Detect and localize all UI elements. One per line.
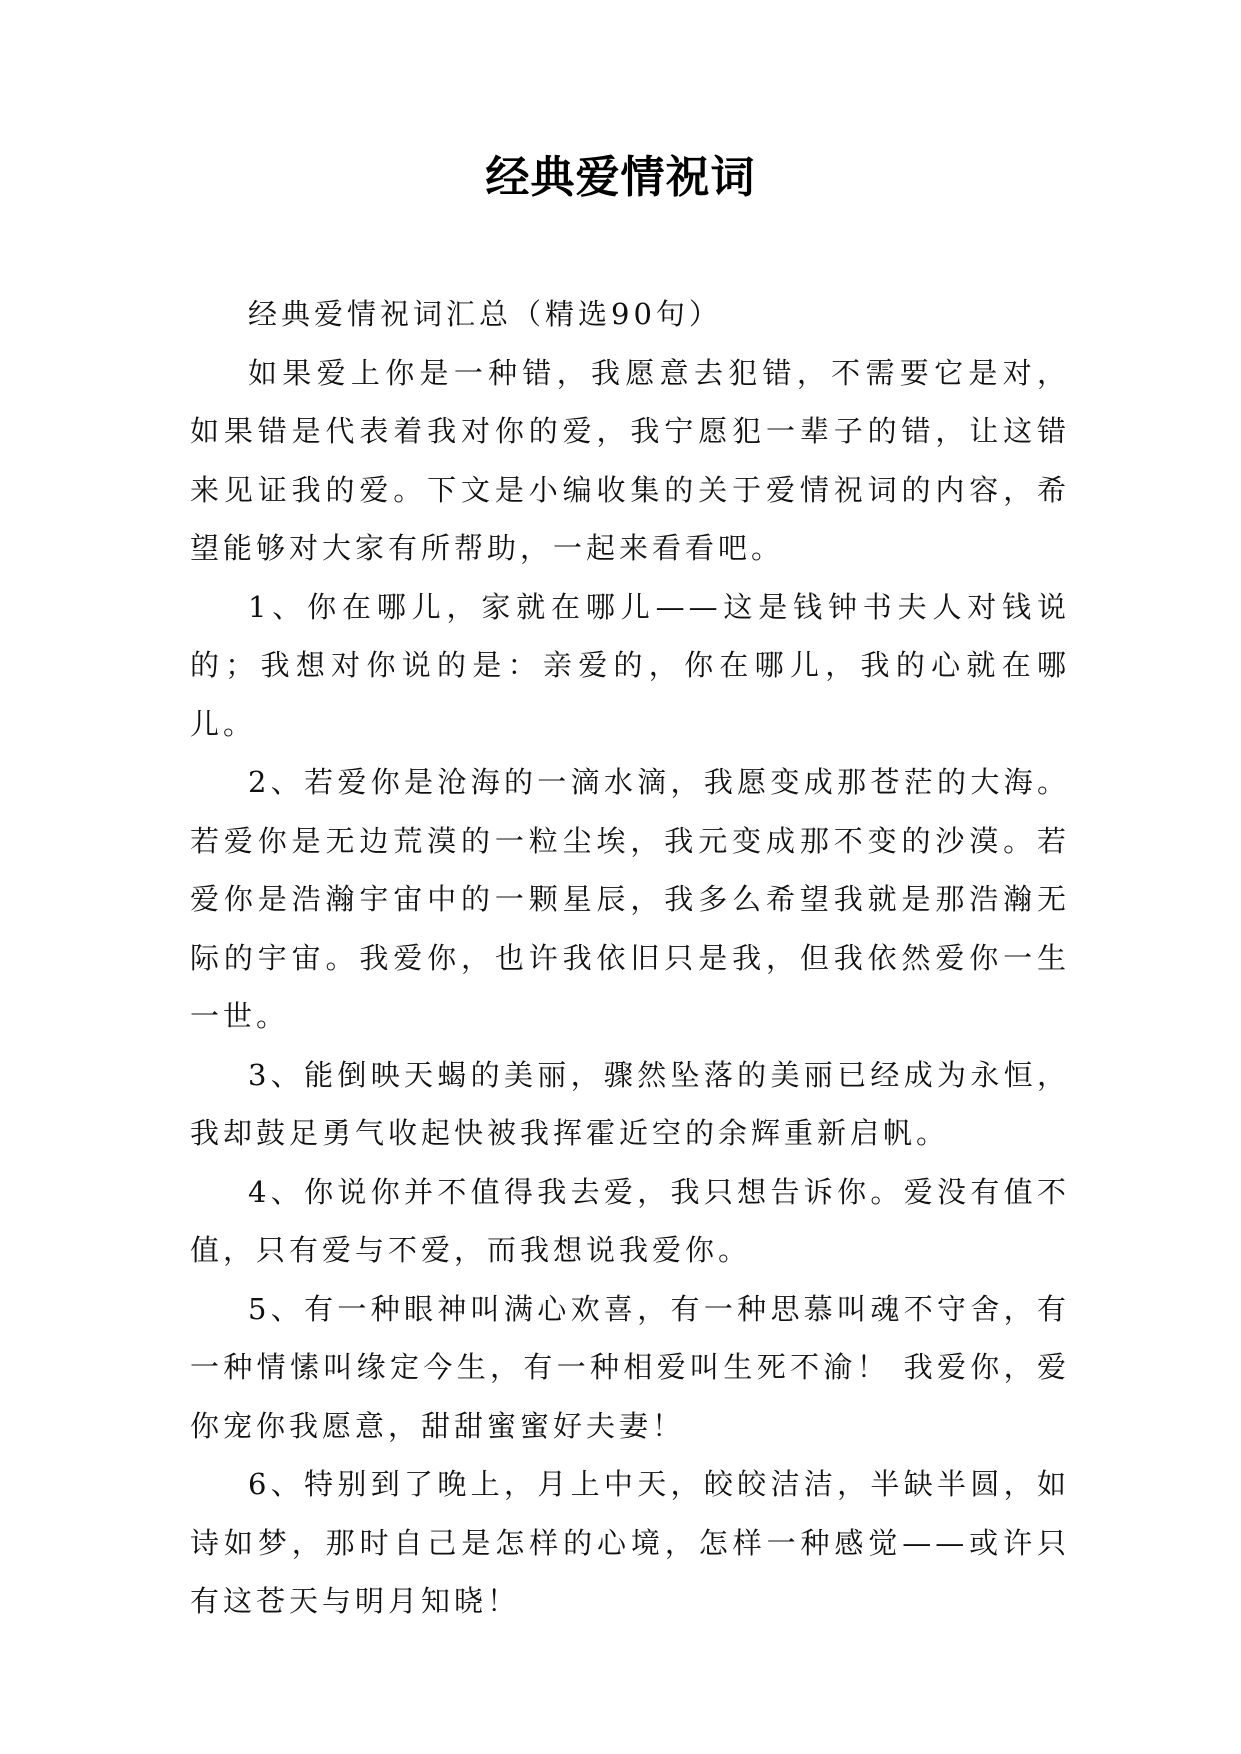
document-title: 经典爱情祝词 [485,152,756,203]
document-body [190,285,1070,1631]
intro-heading-paragraph: 经典爱情祝词汇总（精选90句） [248,297,722,331]
item-paragraph-5: 5、有一种眼神叫满心欢喜，有一种思慕叫魂不守舍，有一种情愫叫缘定今生，有一种相爱叫生死不渝！ 我爱你，爱你宠你我愿意，甜甜蜜蜜好夫妻！ [190,1291,1070,1443]
item-paragraph-2: 2、若爱你是沧海的一滴水滴，我愿变成那苍茫的大海。若爱你是无边荒漠的一粒尘埃，我元变成那不变的沙漠。若爱你是浩瀚宇宙中的一颗星辰，我多么希望我就是那浩瀚无际的宇宙。我爱你，也许我依旧只是我，但我依然爱你一生一世。 [190,765,1070,1033]
item-paragraph-4: 4、你说你并不值得我去爱，我只想告诉你。爱没有值不值，只有爱与不爱，而我想说我爱你。 [190,1174,1070,1267]
item-paragraph-3: 3、能倒映天蝎的美丽，骤然坠落的美丽已经成为永恒，我却鼓足勇气收起快被我挥霍近空的余辉重新启帆。 [190,1057,1070,1150]
intro-paragraph: 如果爱上你是一种错，我愿意去犯错，不需要它是对，如果错是代表着我对你的爱，我宁愿犯一辈子的错，让这错来见证我的爱。下文是小编收集的关于爱情祝词的内容，希望能够对大家有所帮助，一起来看看吧。 [190,355,1070,565]
item-paragraph-6: 6、特别到了晚上，月上中天，皎皎洁洁，半缺半圆，如诗如梦，那时自己是怎样的心境，怎样一种感觉——或许只有这苍天与明月知晓！ [190,1467,1070,1618]
item-paragraph-1: 1、你在哪儿，家就在哪儿——这是钱钟书夫人对钱说的；我想对你说的是：亲爱的，你在哪儿，我的心就在哪儿。 [190,589,1070,741]
